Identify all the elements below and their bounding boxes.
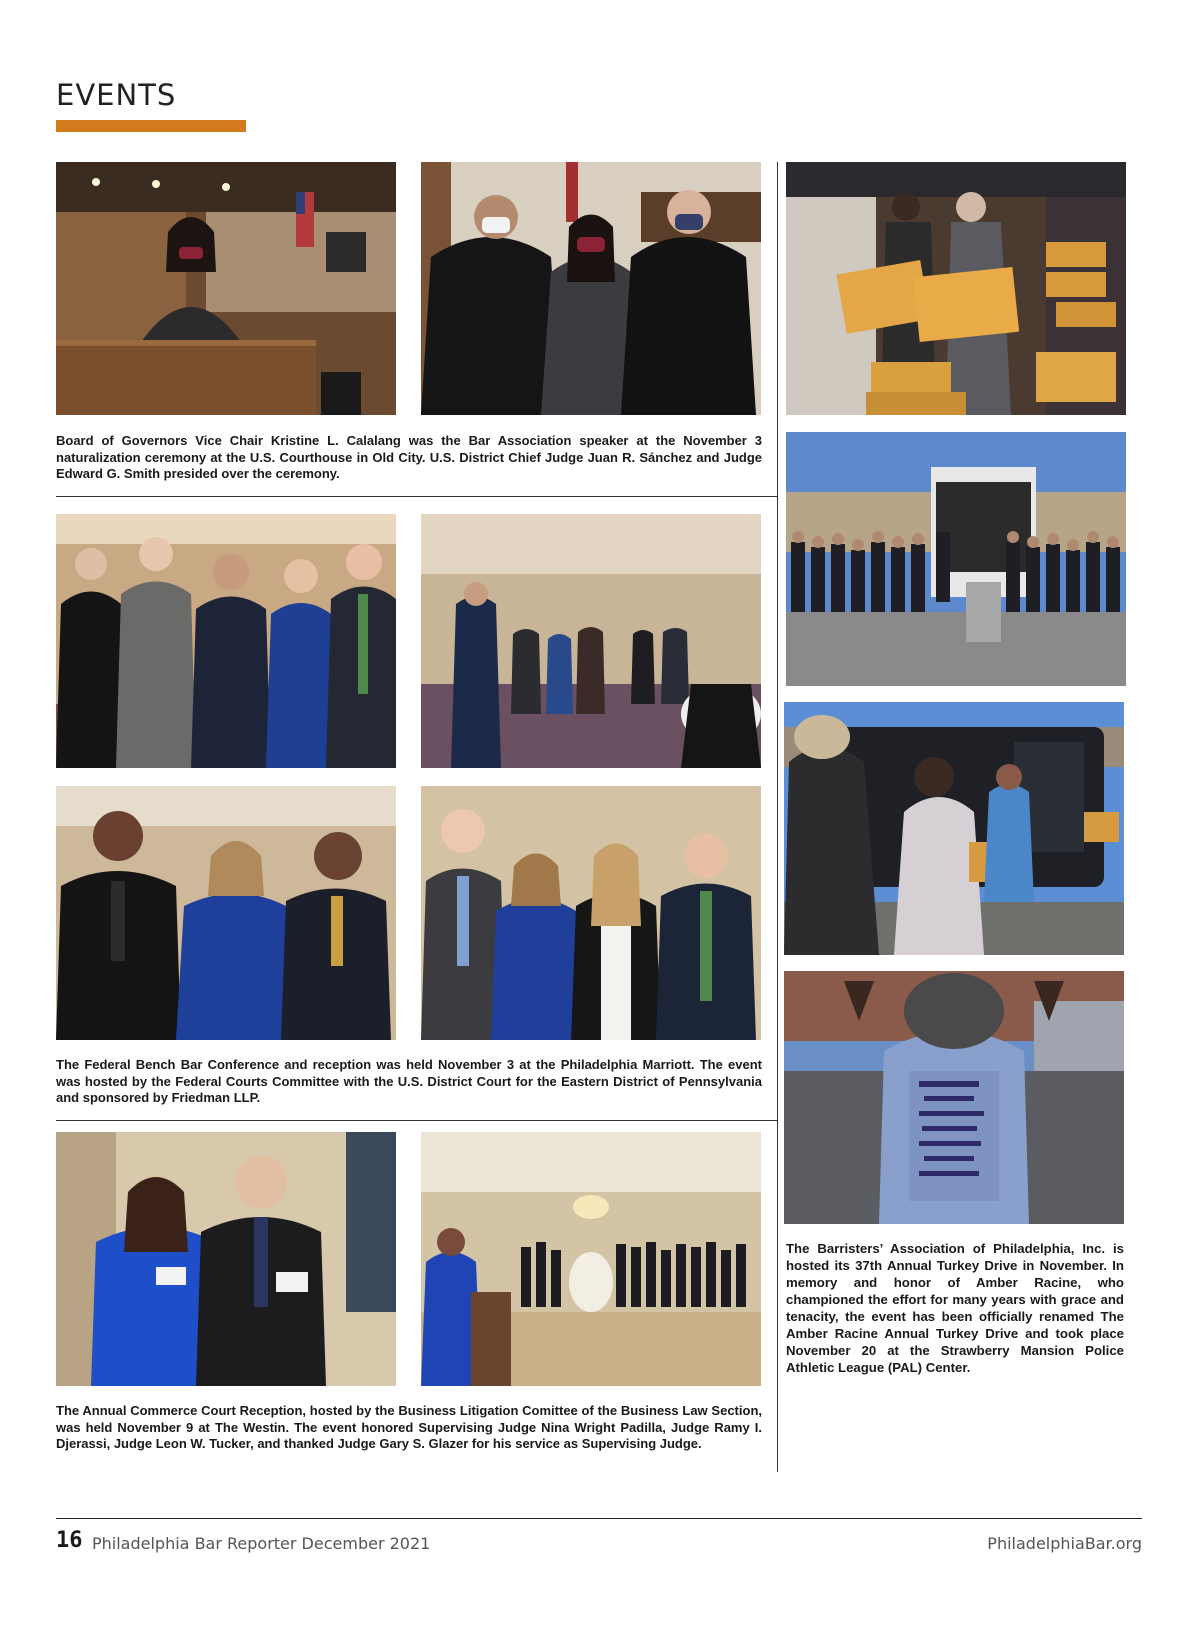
photo-truck-unloading [786,162,1126,415]
divider-1 [56,496,778,497]
photo-speaker-podium [56,162,396,415]
photo-volunteer-group [786,432,1126,686]
photo-volunteer-shirt [784,971,1124,1224]
publication-name: Philadelphia Bar Reporter December 2021 [92,1534,431,1553]
footer-rule [56,1518,1142,1519]
photo-group-five [56,514,396,768]
photo-four-attendees [421,786,761,1040]
photo-ballroom-reception [421,514,761,768]
photo-two-attendees [56,1132,396,1386]
photo-volunteers-boxes [784,702,1124,955]
photo-three-attendees [56,786,396,1040]
caption-commerce-court: The Annual Commerce Court Reception, hosted by the Business Litigation Comittee of the Business Law Section, was held November 9 at The Westin. The event honored Supervising Judge Nina Wright Padilla, Judge Ramy I. Djerassi, Judge Leon W. Tucker, and thanked Judge Gary S. Glazer for his service as Supervising Judge. [56,1403,762,1451]
caption-naturalization: Board of Governors Vice Chair Kristine L. Calalang was the Bar Association speaker at the November 3 naturalization ceremony at the U.S. Courthouse in Old City. U.S. District Chief Judge Juan R. Sánchez and Judge Edward G. Smith presided over the ceremony. [56,433,762,481]
divider-2 [56,1120,778,1121]
column-divider [777,162,778,1472]
section-accent-bar [56,120,246,132]
section-title: EVENTS [56,78,177,112]
page-number: 16 [56,1528,83,1553]
website-link[interactable]: PhiladelphiaBar.org [987,1534,1142,1553]
caption-federal-bench: The Federal Bench Bar Conference and reception was held November 3 at the Philadelphia Marriott. The event was hosted by the Federal Courts Committee with the U.S. District Court for the Eastern District of Pennsylvania and sponsored by Friedman LLP. [56,1057,762,1105]
caption-turkey-drive: The Barristers’ Association of Philadelphia, Inc. is hosted its 37th Annual Turkey Drive in November. In memory and honor of Amber Racine, who championed the effort for many years with grace and tenacity, the event has been officially renamed The Amber Racine Annual Turkey Drive and took place November 20 at the Strawberry Mansion Police Athletic League (PAL) Center. [786,1241,1124,1375]
photo-reception-room [421,1132,761,1386]
photo-judges [421,162,761,415]
